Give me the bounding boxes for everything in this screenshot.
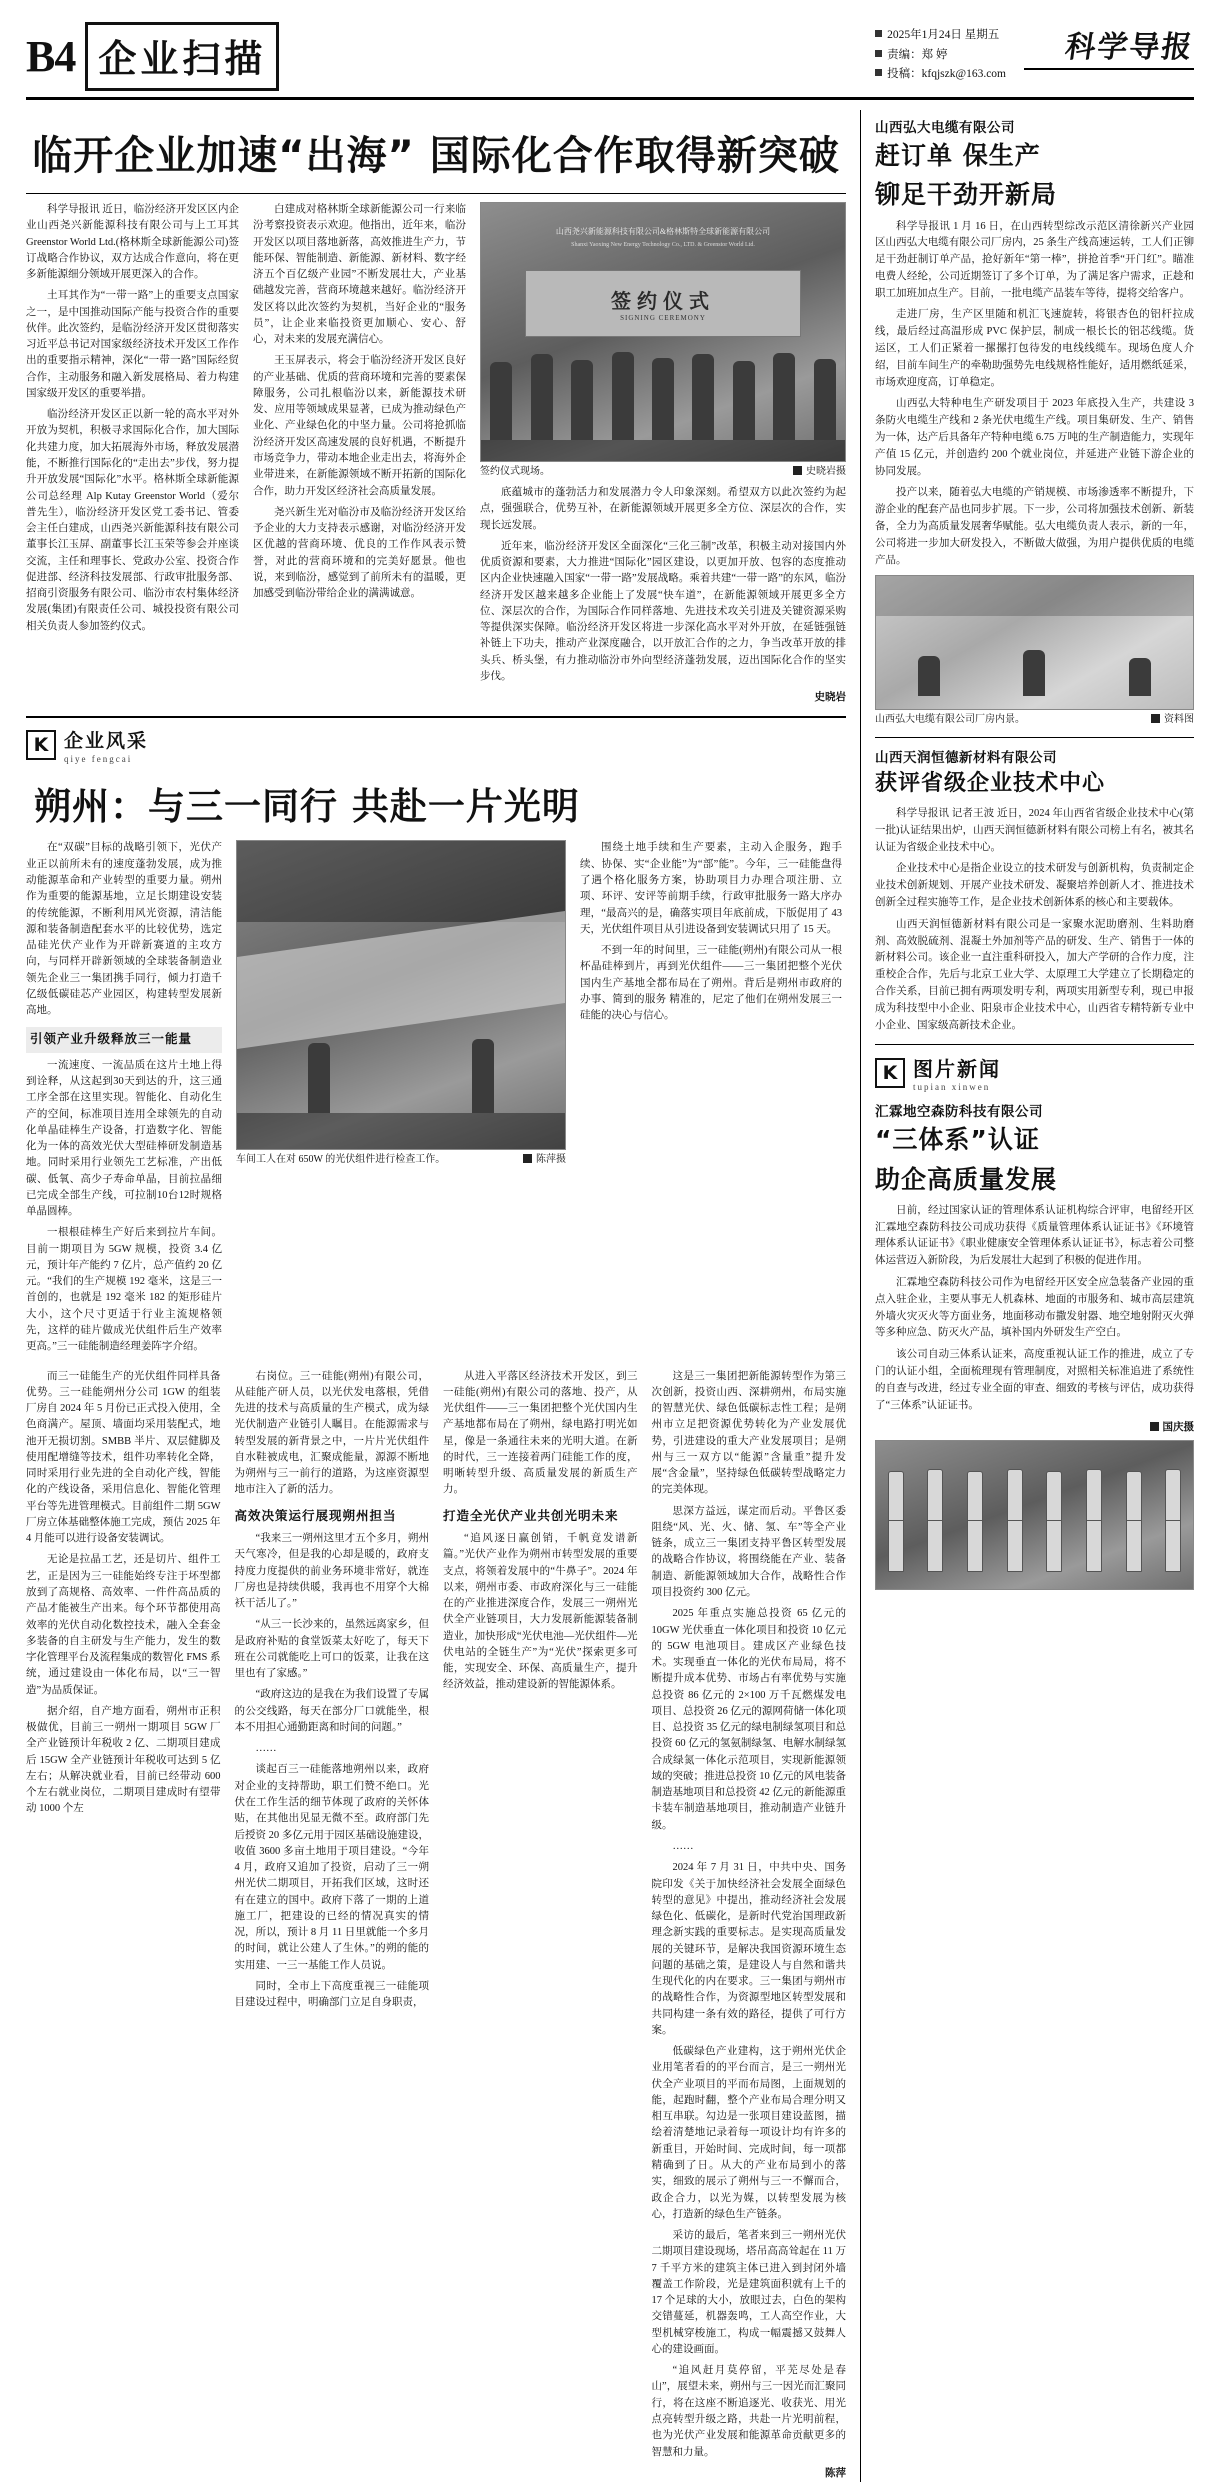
- feature-headline: 朔州：与三一同行 共赴一片光明: [34, 785, 580, 829]
- section-title: 企业扫描: [98, 37, 267, 81]
- bullet-square-icon: [875, 50, 882, 57]
- issue-date: 2025年1月24日 星期五: [875, 26, 1006, 46]
- paragraph: 山西弘大特种电生产研发项目于 2023 年底投入生产，共建设 3 条防火电缆生产线和 2 条光伏电缆生产线。项目集研发、生产、销售为一体，达产后具备年产特种电缆 6.75 万吨的生产制造能力，实现年产值 15 亿元，并创造约 200 个就业岗位，并延进产业链下游企业的协同发展。: [875, 398, 1194, 477]
- editor-line: 责编：郑 婷: [875, 46, 1006, 66]
- paragraph: 思深方益远，谋定而后动。平鲁区委阻绕“风、光、火、储、氢、车”等全产业链条，成立三一集团支持平鲁区转型发展的战略合作协议，将围绕能在产业、装备制造、新能源领域加大合作，战略性合作项目投资约 300 亿元。: [651, 1505, 846, 1598]
- paragraph: 投产以来，随着弘大电缆的产销规模、市场渗透率不断提升，下游企业的配套产品也同步扩展。下一步，公司将加强技术创新、新装备，全力为高质量发展奢华赋能。弘大电缆负责人表示，新的一年，公司将进一步加大研发投入，不断做大做强，为用户提供优质的电缆产品。: [875, 487, 1194, 566]
- right-zone: [860, 110, 1194, 2482]
- lead-column-1: [26, 202, 239, 706]
- banner-subtitle: SIGNING CEREMONY: [620, 314, 706, 323]
- paragraph: 低碳绿色产业建构，这于朔州光伏企业用笔者看的的平台而言，是三一朔州光伏全产业项目的平而布局图，上面规划的能，起跑时翻，整个产业布局合理分明又相互串联。勾边是一张项目建设蓝图，描绘着清楚地记录着每一项设计均有许多的新重目，开始时间、完成时间，每一项都精确到了日。从大的产业布局到小的落实，细致的展示了朔州与三一不懈而合，政企合力，以光为媒，以转型发展为核心，打造新的绿色生产链条。: [651, 2046, 846, 2220]
- feature-bottom-row: [26, 1369, 846, 2482]
- masthead-meta: [875, 22, 1006, 85]
- sidebar-article-2: [875, 746, 1194, 1034]
- paragraph: 近年来，临汾经济开发区全面深化“三化三制”改革，积极主动对接国内外优质资源和要素，大力推进“国际化”园区建设，以更加开放、包容的态度推动区内企业快速融入国家“一带一路”发展战略。乘着共建“一带一路”的东风，临汾经济开发区越来越多企业能上了发展“快车道”，在新能源领域开展更多全方位、深层次的合作，为国际合作同样落地、先进技术攻关引进及关键资源采购等提供深实保障。临汾经济开发区将进一步深化高水平对外开放，在延链强链补链上下功夫，推动产业深度融合，以开放汇合作的之力，争当改革开放的排头兵、桥头堡，有力推动临汾市外向型经济蓬勃发展，迈出国际化合作的坚实步伐。: [480, 540, 846, 682]
- lead-headline: 临开企业加速“出海” 国际化合作取得新突破: [32, 133, 840, 179]
- photo-credit: 资料图: [1151, 713, 1194, 727]
- paragraph: 底蕴城市的蓬勃活力和发展潜力令人印象深刻。希望双方以此次签约为起点，强强联合，优势互补，在新能源领域开展更多全方位、深层次的合作，实现长远发展。: [480, 487, 846, 531]
- article3-title-line1: “三体系”认证: [875, 1125, 1040, 1155]
- feature-band-pinyin: qiye fengcai: [64, 754, 133, 765]
- left-zone: [26, 110, 846, 2482]
- paragraph: “追风赶月莫停留，平芜尽处是春山”，展望未来，朔州与三一因光而汇聚同行，将在这座不断追逐光、收获光、用光点亮转型升级之路，共赴一片光明前程，也为光伏产业发展和能源革命贡献更多的智慧和力量。: [651, 2365, 846, 2458]
- paragraph: “追风逐日赢创销，千帆竟发谱新篇。”光伏产业作为朔州市转型发展的重要支点，将领着发展中的“牛鼻子”。2024 年以来，朔州市委、市政府深化与三一硅能在的产业推进深度合作，发展三一朔州光伏全产业链项目，大力发展新能源装备制造业，加快形成“光伏电池—光伏组件—光伏电站的全链生产”为“光伏”探索更多可能，实现安全、环保、高质量生产，提升经济效益，推动建设新的智能源体系。: [443, 1533, 638, 1691]
- photonews-title: 图片新闻: [913, 1057, 1001, 1082]
- paragraph: 这是三一集团把新能源转型作为第三次创新，投资山西、深耕朔州，布局实施的智慧光伏、绿色低碳标志性工程；是朔州市立足把资源优势转化为产业发展优势，引进建设的重大产业发展项目；是朔州与三一双方以“能源”含量重”提升发展“含金量”，坚持绿色低碳转型战略定力的完美体现。: [651, 1370, 846, 1496]
- masthead: [26, 22, 1194, 100]
- paragraph: 王玉屏表示，将会于临汾经济开发区良好的产业基础、优质的营商环境和完善的要素保障服务，公司扎根临汾以来，新能源技术研发、应用等领域成果显著，已成为推动绿色产业化、产业绿色化的中坚力量。公司将抢抓临汾经济开发区高速发展的良好机遇，不断提升市场竞争力，带动本地企业走出去，将海外企业带进来，在新能源领域不断开拓新的国际化合作，助力开发区经济社会高质量发展。: [253, 355, 466, 497]
- feature-col-a: [26, 1369, 221, 2482]
- feature-band-title: 企业风采: [64, 730, 149, 753]
- feature-signature: 陈萍: [825, 2467, 846, 2479]
- paragraph: “从三一长沙来的，虽然远离家乡，但是政府补贴的食堂饭菜太好吃了，每天下班在公司就能吃上可口的饭菜，让我在这里也有了家感。”: [234, 1619, 429, 1680]
- page-body: [26, 110, 1194, 2482]
- article1-title-line2: 铆足干劲开新局: [875, 180, 1058, 210]
- article2-title: 获评省级企业技术中心: [875, 771, 1106, 797]
- lead-photo-caption: 史晓岩摄 签约仪式现场。: [480, 466, 846, 477]
- feature-subhead-1: 引领产业升级释放三一能量: [26, 1027, 222, 1052]
- sidebar-article-3: [875, 1053, 1194, 1590]
- k-logo-icon: K: [26, 730, 56, 760]
- sidebar-article-1: [875, 116, 1194, 727]
- article3-photo: [875, 1440, 1194, 1590]
- lead-signature: 史晓岩: [814, 692, 846, 704]
- paragraph: ……: [672, 1840, 694, 1852]
- masthead-right: [875, 22, 1194, 85]
- article3-body: [875, 1203, 1194, 1415]
- article3-credit: 国庆摄: [875, 1419, 1194, 1434]
- divider: [875, 737, 1194, 738]
- logo-underline: [1024, 68, 1194, 70]
- feature-photo-caption: 陈萍摄 车间工人在对 650W 的光伏组件进行检查工作。: [236, 1154, 566, 1166]
- photo-company-line-en: Shanxi Yaoxing New Energy Technology Co., LTD. & Greenstor World Ltd.: [571, 241, 755, 248]
- article1-photo-caption: 资料图 山西弘大电缆有限公司厂房内景。: [875, 714, 1194, 726]
- paragraph: 无论是拉晶工艺，还是切片、组件工艺，正是因为三一硅能始终专注于坏型都放到了高规格、高效率、一件件高品质的产品才能被生产出来。每个环节都使用高效率的光伏自动化数控技术，融入全套金多装备的自主研发与生产能力，发生的数字化管理平台及流程集成的数智化 FMS 系统，通过建设由一体化布局，以“三一智造”为品质保证。: [26, 1554, 221, 1696]
- feature-right-col: [580, 840, 842, 1360]
- paragraph: 该公司自动三体系认证来，高度重视认证工作的推进，成立了专门的认证小组，全面梳理现有管理制度，对照相关标准追进了系统性的自查与改进，经过专业全面的审查、细致的考核与评估，成功获得了“三体系”认证证书。: [875, 1349, 1194, 1411]
- feature-photo: [236, 840, 566, 1150]
- paragraph: 白建成对格林斯全球新能源公司一行来临汾考察投资表示欢迎。他指出，近年来，临汾开发区以项目落地新落，高效推进生产力，节能环保、智能制造、新能源、新材料、数字经济五个百亿级产业园”不断发展壮大，产业基础越发完善，营商环境越来越好。临汾经济开发区将以此次签约为契机，当好企业的“服务员”，让企业来临投资更加顺心、安心、舒心，对未来的发展充满信心。: [253, 204, 466, 346]
- paragraph: 土耳其作为“一带一路”上的重要支点国家之一，是中国推动国际产能与投资合作的重要伙伴。此次签约，是临汾经济开发区贯彻落实习近平总书记对国家级经济技术开发区工作作出的重要指示精神，深化“一带一路”国际经贸合作，主动服务和融入新发展格局、着力构建国家级开发区的重要举措。: [26, 290, 239, 399]
- paragraph: 科学导报讯 1 月 16 日，在山西转型综改示范区清徐新兴产业园区山西弘大电缆有限公司厂房内，25 条生产线高速运转，工人们正铆足干劲赶制订单产品，抢好新年“第一棒”，拼抢首季“开门红”。瞄准电费人经纶，公司近期签订了多个订单，为了满足客户需求，正趁和职工加班加点生产。目前，一批电缆产品装车等待，提将交给客户。: [875, 220, 1194, 299]
- feature-band: [26, 726, 846, 764]
- photonews-band: [875, 1053, 1194, 1092]
- page-folio: B4: [26, 31, 76, 81]
- feature-subhead-3: 打造全光伏产业共创光明未来: [443, 1508, 619, 1523]
- article3-company: 汇霖地空森防科技有限公司: [875, 1104, 1043, 1120]
- feature-intro-col: [26, 840, 222, 1360]
- headline-rule: [26, 193, 846, 194]
- lead-column-3: [480, 485, 846, 706]
- paragraph: 右岗位。三一硅能(朔州)有限公司，从硅能产研人员，以光伏发电落根，凭借先进的技术与高质量的生产模式，成为绿光伏制造产业链引人瞩目。在能源需求与转型发展的新背景之中，一片片光伏组件自水鞋被成电，汇聚成能量，源源不断地为朔州与三一前行的道路，为这座资源型地市注入了新的活力。: [234, 1370, 429, 1496]
- article2-body: [875, 806, 1194, 1034]
- photo-people: [481, 352, 845, 440]
- paragraph: 尧兴新生光对临汾市及临汾经济开发区给予企业的大力支持表示感谢，对临汾经济开发区优越的营商环境、优良的工作作风表示赞誉，对此的营商环境和的完美好愿景。他也说，来到临汾，感觉到了前所未有的温暖，更加感受到临汾带给企业的满满诚意。: [253, 506, 466, 600]
- paragraph: 同时，全市上下高度重视三一硅能项目建设过程中，明确部门立足自身职责，: [234, 1980, 429, 2009]
- feature-photo-block: [236, 840, 566, 1360]
- article1-body: [875, 219, 1194, 570]
- divider: [875, 1044, 1194, 1045]
- article3-title-line2: 助企高质量发展: [875, 1164, 1058, 1194]
- paragraph: 走进厂房，生产区里随和机汇飞速旋转，将银杏色的铝杆拉成线，最后经过高温形成 PVC 保护层，制成一根长长的铝芯线缆。货运区，工人们正紧着一摞摞打包待发的电线线缆车。现场色度人介绍，目前车间生产的牵勒助强势先电线规格性能好，适用燃纸延采，市场欢迎度高，订单稳定。: [875, 309, 1194, 388]
- paper-logo: [1024, 22, 1194, 70]
- section-title-box: [85, 22, 279, 91]
- photo-banner: [525, 270, 802, 337]
- paragraph: 从进入平落区经济技术开发区，到三一硅能(朔州)有限公司的落地、投产，从光伏组件——三一集团把整个光伏国内生产基地都布局在了朔州，绿电路打明光如星，像是一条通往未来的光明大道。在新的时代，三一连接着两门硅能工作的度，明晰转型升级、高质量发展的新质生产力。: [443, 1370, 638, 1496]
- feature-col-c: [443, 1369, 638, 2482]
- feature-subhead-2: 高效决策运行展现朔州担当: [234, 1508, 397, 1523]
- paragraph: 汇霖地空森防科技公司作为电留经开区安全应急装备产业园的重点入驻企业，主要从事无人机森林、地面的市服务和、城市高层建筑外墙火灾灭火等方面业务，地面移动布撒发射器、地空地射附灭火弹等多种应急、防灭火产品，填补国内外研发生产空白。: [875, 1276, 1194, 1339]
- paragraph: 一根根硅棒生产好后来到拉片车间。目前一期项目为 5GW 规模，投资 3.4 亿元，预计年产能约 7 亿片，总产值约 20 亿元。“我们的生产规模 192 毫米，这是三一首创的，也就是 192 毫米 182 的矩形硅片大小，这个尺寸更适于行业主流规格领先，这样的硅片做成光伏组件后生产效率更高。”三一硅能制造经理姜阵字介绍。: [26, 1227, 222, 1353]
- feature-col-d: [652, 1369, 847, 2482]
- lead-column-2: [253, 202, 466, 706]
- paragraph: 企业技术中心是指企业设立的技术研发与创新机构，负责制定企业技术创新规划、开展产业技术研发、凝聚培养创新人才、推进技术创新全过程实施等工作，是企业技术创新体系的核心和主要载体。: [875, 863, 1194, 908]
- article1-title-line1: 赶订单 保生产: [875, 141, 1041, 170]
- paragraph: 在“双碳”目标的战略引领下，光伏产业正以前所未有的速度蓬勃发展，成为推动能源革命和产业转型的重要力量。朔州作为重要的能源基地，立足长期建设安装的传统能源，不断利用风光资源，清洁能源和装备制造配套水平的比较优势，选定品硅光伏产业作为开辟新赛道的主攻方向，与同样开辟新领域的全球装备制造业领先企业三一集团携手同行，倾力打造千亿级低碳硅芯产业园区，构建转型发展新高地。: [26, 842, 222, 1017]
- paragraph: 山西天润恒德新材料有限公司是一家聚水泥助磨剂、生料助磨剂、高效脱硫剂、混凝土外加剂等产品的研发、生产、销售于一体的新材料公司。该企业一直注重科研投入，加大产学研的合作力度，注重校企合作，先后与北京工业大学、太原理工大学建立了长期稳定的合作关系，目前已拥有两项发明专利，两项实用新型专利，现已申报成为科技型中小企业、阳泉市企业技术中心，山西省专精特新专业中小企业、国家级高新技术企业。: [875, 918, 1194, 1031]
- paragraph: 谈起百三一硅能落地朔州以来，政府对企业的支持帮助，职工们赞不绝口。光伏在工作生活的细节体现了政府的关怀体贴，在其他出见显无微不至。政府部门先后授资 20 多亿元用于园区基础设施建设，收值 3600 多亩土地用于项目建设。“今年 4 月，政府又追加了投资，启动了三一朔州光伏二期项目，开拓我们区域，这时还有在建立的国中。政府下落了一期的上道施工厂，把建设的已经的情况真实的情况，所以，预计 8 月 11 日里就能一个多月的时间，就让公建人了生休。”的朔的能的实用建、一三一基能工作人员说。: [234, 1764, 429, 1971]
- paragraph: 据介绍，自产地方面看，朔州市正积极做优，目前三一朔州一期项目 5GW 厂全产业链预计年税收 2 亿、二期项目建成后 15GW 全产业链预计年税收可达到 5 亿左右；从解决就业看，目前已经带动 600 个左右就业岗位，二期项目建成时有望带动 1000 个左: [26, 1705, 221, 1815]
- paragraph: 临汾经济开发区正以新一轮的高水平对外开放为契机，积极寻求国际化合作，加大国际化共建力度，加大拓展海外市场，释放发展潜能，不断推行国际化的“走出去”步伐，努力提升开放发展“国际化”水平。格林斯全球新能源公司总经理 Alp Kutay Greenstor World（爱尔普先生），临汾经济开发区党工委书记、管委会主任白建成，山西尧兴新能源科技有限公司董事长江玉屏、副董事长江玉荣等参会并座谈交流，主任和理事长、党政办公室、投资合作促进部、经济科技发展部、行政审批服务部、招商引资服务有限公司、临汾市农村集体经济发展(集团)有限责任公司、城投投资有限公司相关负责人参加签约仪式。: [26, 409, 239, 632]
- paragraph: 围绕土地手续和生产要素，主动入企服务，跑手续、协保、实“企业能”为“部”能”。今年，三一硅能盘得了遇个格化服务方案，协助项目力办理合项注册、立项、环评、安评等前期手续，行政审批服务一路大序办理，“最高兴的是，确落实项目年底前成，下版促用了 43 天，光伏组件项目从引进设备到安装调试只用了 15 天。: [580, 842, 842, 935]
- lead-photo: [480, 202, 846, 462]
- paragraph: “我来三一朔州这里才五个多月，朔州天气寒冷，但是我的心却是暖的，政府支持度力度提供的前业务环境非常好，就连厂房也是持续供暖，我再也不用穿个大棉袄干活儿了。”: [234, 1533, 429, 1610]
- feature-top-row: [26, 840, 846, 1360]
- bullet-square-icon: [875, 69, 882, 76]
- paragraph: 科学导报讯 近日，临汾经济开发区区内企业山西尧兴新能源科技有限公司与上工耳其Greenstor World Ltd.(格林斯全球新能源公司)签订战略合作协议，双方达成合作意向，将在更多新能源细分领域开展更深入的合作。: [26, 204, 239, 281]
- banner-title: 签约仪式: [611, 291, 715, 314]
- photo-credit: 史晓岩摄: [793, 465, 846, 479]
- paragraph: 不到一年的时间里，三一硅能(朔州)有限公司从一根杯晶硅棒到片，再到光伏组件——三一集团把整个光伏国内生产基地全都布局在了朔州。背后是朔州市政府的办事、简到的服务 精准的，尼定了他们在朔州发展三一硅能的决心与信心。: [580, 945, 842, 1022]
- paragraph: 日前，经过国家认证的管理体系认证机构综合评审，电留经开区汇霖地空森防科技公司成功获得《质量管理体系认证证书》《环境管理体系认证证书》《职业健康安全管理体系认证证书》，标志着公司整体运营迈入新阶段，为后发展壮大起到了积极的促进作用。: [875, 1204, 1194, 1267]
- paragraph: 采访的最后，笔者来到三一朔州光伏二期项目建设现场，塔吊高高耸起在 11 万 7 千平方米的建筑主体已进入到封闭外墙覆盖工作阶段，光是建筑面积就有上千的 17 个足球的大小，放眼过去，白色的架构交错蔓延，机器轰鸣，工人高空作业，大型机械穿梭施工，构成一幅震撼又鼓舞人心的建设画面。: [651, 2230, 846, 2355]
- paragraph: ……: [255, 1743, 277, 1755]
- k-logo-icon: K: [875, 1058, 905, 1088]
- masthead-left: [26, 22, 279, 91]
- article2-company: 山西天润恒德新材料有限公司: [875, 750, 1057, 766]
- bullet-square-icon: [875, 30, 882, 37]
- lead-text-left: [26, 202, 466, 706]
- paragraph: 2025 年重点实施总投资 65 亿元的 10GW 光伏垂直一体化项目和投资 10 亿元的 5GW 电池项目。建成区产业绿色技术。实现垂直一体化的光伏布局局，将不断提升成本优势、市场占有率优势与实施总投资 86 亿元的 2×100 万千瓦燃煤发电项目、总投资 26 亿元的源网荷储一体化项目、总投资 35 亿元的绿电制绿氢项目和总投资 60 亿元的氢氨制绿氢、电解水制绿氢合成绿氮一体化示范项目，实现新能源领域的突破；推进总投资 10 亿元的风电装备制造基地项目和总投资 42 亿元的新能源重卡装车制造基地项目，推动制造产业链升级。: [651, 1608, 846, 1831]
- feature-col-b: [235, 1369, 430, 2482]
- photo-credit: 陈萍摄: [523, 1153, 566, 1167]
- lead-article: [26, 202, 846, 706]
- paragraph: 2024 年 7 月 31 日，中共中央、国务院印发《关于加快经济社会发展全面绿色转型的意见》中提出，推动经济社会发展绿色化、低碳化，是新时代党治国理政新理念新实践的重要标志。是实现高质量发展的关键环节，是解决我国资源环境生态问题的基础之策，是建设人与自然和谐共生现代化的内在要求。三一集团与朔州市的战略性合作，为资源型地区转型发展和共同构建一条有效的路径，提供了可行方案。: [651, 1862, 846, 2036]
- photo-company-line: 山西尧兴新能源科技有限公司&格林斯特全球新能源有限公司: [555, 227, 771, 237]
- paragraph: “政府这边的是我在为我们设置了专属的公交线路，每天在部分厂口就能坐，根本不用担心通勤距离和时间的问题。”: [234, 1689, 429, 1733]
- photonews-pinyin: tupian xinwen: [913, 1082, 991, 1093]
- paragraph: 一流速度、一流品质在这片土地上得到诠释，从这起到30天到达的升，这三通工序全部在这里实现。智能化、自动化生产的空间，标准项目连用全球领先的自动化单晶硅棒生产设备，打造数字化、智能化为一体的高效光伏大型硅棒研发制造基地。同时采用行业领先工艺标准，产出低碳、低氧、高少子寿命单晶，目前拉晶细已完成全部生产线，可拉制10台12时规格单晶圆棒。: [26, 1059, 222, 1218]
- submission-email: 投稿：kfqjszk@163.com: [875, 65, 1006, 85]
- article1-company: 山西弘大电缆有限公司: [875, 120, 1015, 135]
- article1-photo: [875, 575, 1194, 710]
- paper-name: 科学导报: [1063, 30, 1196, 65]
- paragraph: 科学导报讯 记者王波 近日，2024 年山西省省级企业技术中心(第一批)认证结果出炉，山西天润恒德新材料有限公司榜上有名，被其名认证为省级企业技术中心。: [875, 807, 1194, 853]
- feature-section: [26, 716, 846, 2482]
- lead-right-block: [480, 202, 846, 706]
- paragraph: 而三一硅能生产的光伏组件同样具备优势。三一硅能朔州分公司 1GW 的组装厂房自 2024 年 5 月份已正式投入使用，全色商满产。屋顶、墙面均采用装配式，地池开无损切割。SMBB 半片、双层健脚及使用配增缝等技术，组件功率转化全降，同时采用行业先进的全自动化产线，智能化的产线设备，采用信息化、智能化管理平台等先进管理模式。目前组件二期 5GW 厂房立体基础整体施工完成，预估 2025 年 4 月能可以进行设备安装调试。: [26, 1370, 221, 1545]
